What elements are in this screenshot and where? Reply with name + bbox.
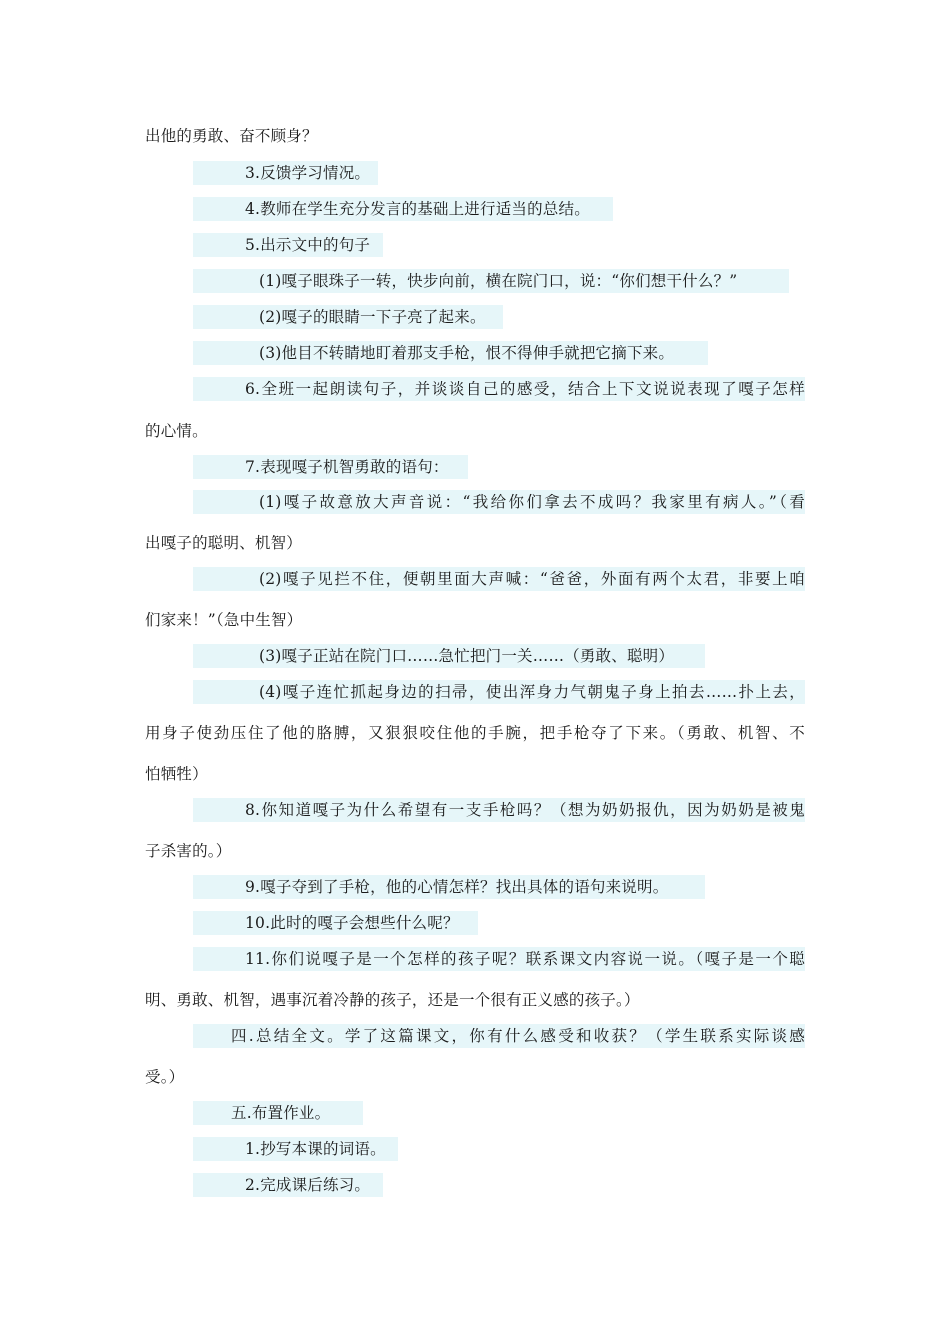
text-line: 出嘎子的聪明、机智） xyxy=(145,534,303,552)
text-line: (2)嘎子见拦不住，便朝里面大声喊：“爸爸，外面有两个太君，非要上咱 xyxy=(193,567,805,591)
text-line: 的心情。 xyxy=(145,422,208,440)
text-line: 2.完成课后练习。 xyxy=(193,1173,383,1197)
text-line: 6.全班一起朗读句子，并谈谈自己的感受，结合上下文说说表现了嘎子怎样 xyxy=(193,377,805,401)
text-line: 明、勇敢、机智，遇事沉着冷静的孩子，还是一个很有正义感的孩子。） xyxy=(145,991,640,1009)
text-line: 5.出示文中的句子 xyxy=(193,233,383,257)
text-line: 9.嘎子夺到了手枪，他的心情怎样？找出具体的语句来说明。 xyxy=(193,875,705,899)
text-line: (3)他目不转睛地盯着那支手枪，恨不得伸手就把它摘下来。 xyxy=(193,341,708,365)
text-line: 五.布置作业。 xyxy=(193,1101,363,1125)
text-line: 8.你知道嘎子为什么希望有一支手枪吗？（想为奶奶报仇，因为奶奶是被鬼 xyxy=(193,798,805,822)
text-line: 用身子使劲压住了他的胳膊，又狠狠咬住他的手腕，把手枪夺了下来。（勇敢、机智、不 xyxy=(145,724,805,742)
text-line: 7.表现嘎子机智勇敢的语句： xyxy=(193,455,468,479)
text-line: (1)嘎子故意放大声音说：“我给你们拿去不成吗？我家里有病人。”（看 xyxy=(193,490,805,514)
text-line: 10.此时的嘎子会想些什么呢？ xyxy=(193,911,478,935)
text-line: 出他的勇敢、奋不顾身？ xyxy=(145,127,318,145)
text-line: 四.总结全文。学了这篇课文，你有什么感受和收获？（学生联系实际谈感 xyxy=(193,1024,805,1048)
text-line: 怕牺牲） xyxy=(145,765,208,783)
text-line: (4)嘎子连忙抓起身边的扫帚，使出浑身力气朝鬼子身上拍去……扑上去， xyxy=(193,680,805,704)
text-line: 11.你们说嘎子是一个怎样的孩子呢？联系课文内容说一说。（嘎子是一个聪 xyxy=(193,947,805,971)
text-line: 1.抄写本课的词语。 xyxy=(193,1137,398,1161)
text-line: 受。） xyxy=(145,1068,185,1086)
text-line: 4.教师在学生充分发言的基础上进行适当的总结。 xyxy=(193,197,613,221)
text-line: 子杀害的。） xyxy=(145,842,232,860)
text-line: (3)嘎子正站在院门口……急忙把门一关……（勇敢、聪明） xyxy=(193,644,705,668)
text-line: (1)嘎子眼珠子一转，快步向前，横在院门口，说：“你们想干什么？” xyxy=(193,269,789,293)
text-line: 们家来！”（急中生智） xyxy=(145,611,303,629)
text-line: (2)嘎子的眼睛一下子亮了起来。 xyxy=(193,305,503,329)
text-line: 3.反馈学习情况。 xyxy=(193,161,378,185)
